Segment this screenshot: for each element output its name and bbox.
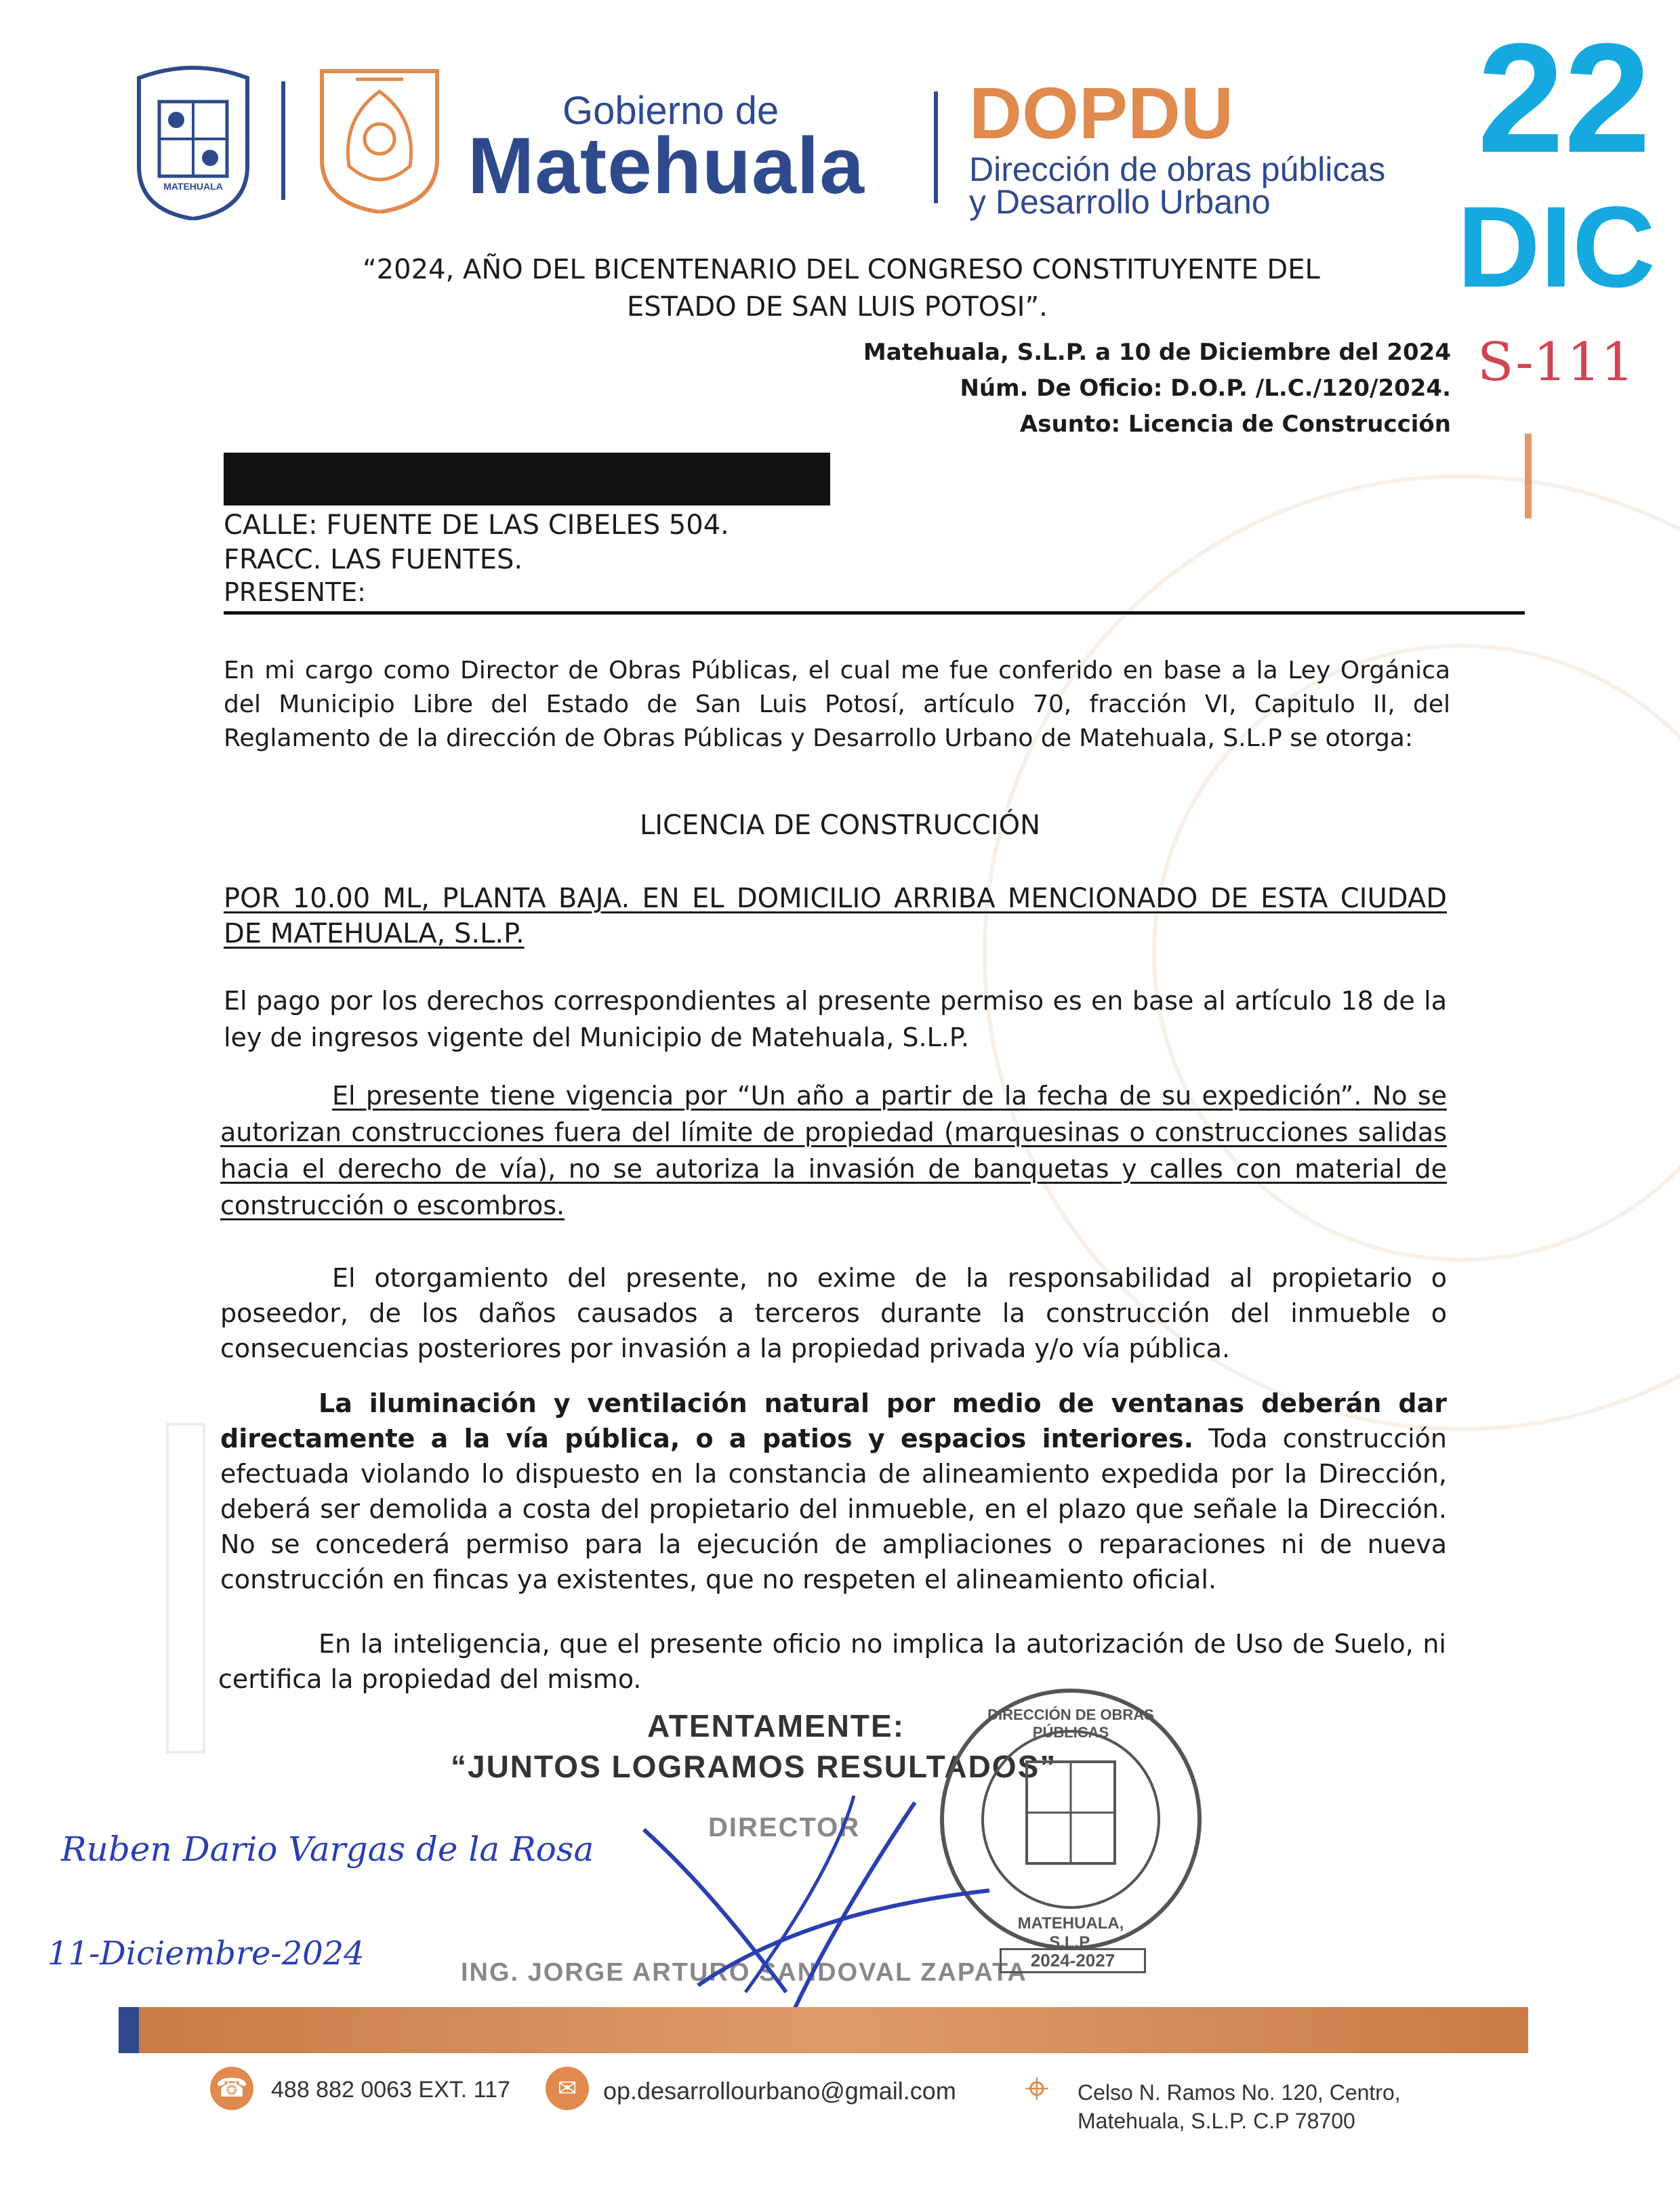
footer-band-blue [119,2007,139,2053]
closing-name: ING. JORGE ARTURO SANDOVAL ZAPATA [461,1958,1027,1987]
phone-icon: ☎ [210,2067,253,2110]
payment-paragraph: El pago por los derechos correspondientes al presente permiso es en base al artículo 18 de la ley de ingresos vigente del Municipio de Matehuala, S.L.P. [224,986,1447,1052]
handwritten-receiver-date: 11-Diciembre-2024 [47,1935,365,1973]
redacted-recipient-name [224,453,830,505]
dopdu-emblem [315,64,444,213]
intro-paragraph: En mi cargo como Director de Obras Públicas, el cual me fue conferido en base a la Ley Orgánica del Municipio Libre del Estado de San Luis Potosí, artículo 70, fracción VI, Capitulo II, del Reglamento de la dirección de Obras Públicas y Desarrollo Urbano de Matehuala, S.L.P se otorga: [224,657,1450,752]
brand-divider [934,91,938,203]
dept-acronym: DOPDU [969,72,1234,154]
closing-atentamente: ATENTAMENTE: [647,1708,905,1743]
validity-rest: No se autorizan construcciones fuera del límite de propiedad (marquesinas o construcciones salidas hacia el derecho de vía), no se autoriza la invasión de banquetas y calles con material de construcción o escombros. [220,1081,1447,1220]
municipal-coat-of-arms [132,64,254,220]
recipient-street: CALLE: FUENTE DE LAS CIBELES 504. [224,510,729,541]
stamp-period: 2024-2027 [1000,1948,1146,1973]
header-divider [281,81,285,200]
stamp-city: MATEHUALA, S.L.P. [1017,1914,1124,1952]
validity-underlined: El presente tiene vigencia por “Un año a partir de la fecha de su expedición”. [332,1081,1362,1111]
footer-band [139,2007,1528,2053]
lighting-rest: Toda construcción efectuada violando lo dispuesto en la constancia de alineamiento expedida por la Dirección, deberá ser demolida a costa del propietario del inmueble, en el plazo que señale la Dirección. No se concederá permiso para la ejecución de ampliaciones o reparaciones ni de nueva construcción en fincas ya existentes, que no respeten el alineamiento oficial. [220,1424,1448,1594]
place-date: Matehuala, S.L.P. a 10 de Diciembre del 2024 [863,339,1451,366]
handwritten-corner-code: S-111 [1477,332,1635,393]
recipient-rule [224,611,1525,615]
handwritten-corner-number: 22 [1477,11,1651,185]
coat-of-arms-label: MATEHUALA [163,181,223,192]
location-pin-icon: ⌖ [1025,2065,1049,2112]
validity-paragraph [220,1077,1447,1224]
footer-email[interactable]: op.desarrollourbano@gmail.com [603,2077,956,2105]
closing-slogan: “JUNTOS LOGRAMOS RESULTADOS” [451,1749,1057,1784]
oficio-number: Núm. De Oficio: D.O.P. /L.C./120/2024. [960,375,1451,402]
motto-line2: ESTADO DE SAN LUIS POTOSI”. [627,291,1048,323]
footer-address1: Celso N. Ramos No. 120, Centro, [1078,2080,1401,2105]
email-icon: ✉ [546,2067,589,2110]
lighting-paragraph [220,1386,1447,1597]
subject: Asunto: Licencia de Construcción [1019,411,1451,438]
lighting-bold: La iluminación y ventilación natural por medio de ventanas deberán dar directamente a la vía pública, o a patios y espacios interiores. [220,1388,1447,1453]
footer-phone: 488 882 0063 EXT. 117 [271,2077,510,2103]
closing-role: DIRECTOR [708,1813,861,1842]
recipient-fracc: FRACC. LAS FUENTES. [224,544,523,575]
responsibility-paragraph: El otorgamiento del presente, no exime de la responsabilidad al propietario o poseedor, de los daños causados a terceros durante la construcción del inmueble o consecuencias posteriores por invasión a la propiedad privada y/o vía pública. [220,1263,1447,1363]
handwritten-corner-month: DIC [1457,183,1656,312]
land-use-paragraph: En la inteligencia, que el presente oficio no implica la autorización de Uso de Suelo, ni certifica la propiedad del mismo. [218,1629,1446,1694]
footer-address2: Matehuala, S.L.P. C.P 78700 [1078,2109,1355,2133]
brand-top: Gobierno de [562,89,779,133]
watermark-column [166,1423,205,1754]
handwritten-mark [1525,434,1532,518]
motto-line1: “2024, AÑO DEL BICENTENARIO DEL CONGRESO CONSTITUYENTE DEL [363,254,1320,285]
brand-main: Matehuala [468,121,865,211]
recipient-presente: PRESENTE: [224,577,366,607]
dept-line2: y Desarrollo Urbano [969,183,1271,221]
handwritten-receiver-name: Ruben Dario Vargas de la Rosa [61,1830,594,1869]
dept-line1: Dirección de obras públicas [969,150,1386,188]
license-scope: POR 10.00 ML, PLANTA BAJA. EN EL DOMICILIO ARRIBA MENCIONADO DE ESTA CIUDAD DE MATEHUALA, S.L.P. [224,883,1447,949]
license-title: LICENCIA DE CONSTRUCCIÓN [639,810,1041,841]
director-signature [630,1789,1010,2019]
stamp-text: DIRECCIÓN DE OBRAS PÚBLICAS [987,1706,1154,1741]
